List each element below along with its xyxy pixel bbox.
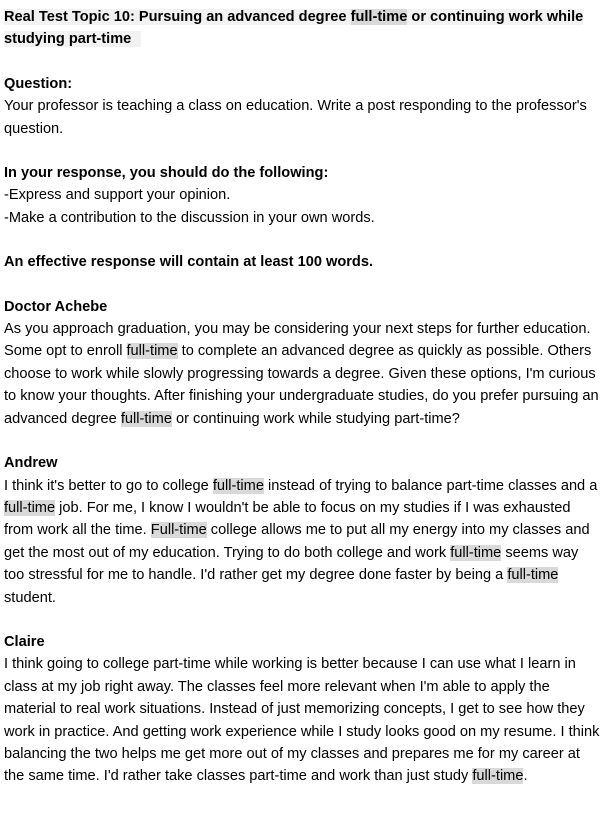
post-text: college allows me to put all my energy into my classes and get the most out of my education. Trying to do both college and work — [4, 522, 590, 561]
post-body-achebe — [4, 318, 600, 430]
post-text: I think going to college part-time while working is better because I can use what I learn in class at my job right away. The classes feel more relevant when I'm able to apply the material to real work situations. Instead of just memorizing concepts, I get to see how they work in practice. And getting work experience while I study looks good on my resume. I think balancing the two helps me get more out of my classes and prepares me for my career at the same time. I'd rather take classes part-time and work than just study — [4, 656, 600, 785]
title-text — [4, 9, 583, 47]
post-text: . — [523, 768, 528, 785]
post-author-achebe: Doctor Achebe — [4, 298, 108, 315]
instructions-heading: In your response, you should do the following: — [4, 165, 329, 182]
document-title — [4, 6, 600, 51]
highlight-term: full-time — [507, 567, 559, 584]
post-text: or continuing work while studying part-time? — [171, 410, 460, 427]
post-text: instead of trying to balance part-time classes and a — [263, 477, 598, 494]
highlight-term: Full-time — [150, 522, 207, 539]
question-heading: Question: — [4, 75, 73, 92]
post-author-claire: Claire — [4, 633, 45, 650]
highlight-term: full-time — [120, 410, 172, 427]
instruction-item: -Make a contribution to the discussion in your own words. — [4, 209, 375, 226]
highlight-term: full-time — [450, 544, 502, 561]
spacer — [4, 229, 600, 251]
post-body-andrew — [4, 475, 600, 609]
highlight-term: full-time — [126, 343, 178, 360]
spacer — [4, 274, 600, 296]
word-requirement: An effective response will contain at least 100 words. — [4, 254, 374, 271]
highlight-term: full-time — [4, 499, 56, 516]
post-text: I think it's better to go to college — [4, 477, 213, 494]
instruction-item: -Express and support your opinion. — [4, 187, 231, 204]
title-after: or continuing work while studying part-time — [4, 9, 584, 48]
post-text: job. For me, I know I wouldn't be able to focus on my studies if I was exhausted from work all the time. — [4, 499, 571, 539]
highlight-term: full-time — [472, 768, 524, 785]
spacer — [4, 430, 600, 452]
post-body-claire — [4, 653, 600, 787]
spacer — [4, 140, 600, 162]
post-text: As you approach graduation, you may be considering your next steps for further education. Some opt to enroll — [4, 321, 591, 360]
question-text: Your professor is teaching a class on education. Write a post responding to the professor's question. — [4, 98, 587, 137]
spacer — [4, 609, 600, 631]
post-author-andrew: Andrew — [4, 455, 58, 472]
post-text: seems way too stressful for me to handle. I'd rather get my degree done faster by being a — [4, 544, 579, 584]
post-text: to complete an advanced degree as quickly as possible. Others choose to work while slowly progressing towards a degree. Given these options, I'm curious to know your thoughts. After finishing your undergraduate studies, do you prefer pursuing an advanced degree — [4, 343, 599, 427]
post-text: student. — [4, 589, 56, 606]
title-before: Real Test Topic 10: Pursuing an advanced degree — [4, 9, 351, 25]
spacer — [4, 51, 600, 73]
title-highlight: full-time — [350, 9, 408, 25]
highlight-term: full-time — [212, 477, 264, 494]
